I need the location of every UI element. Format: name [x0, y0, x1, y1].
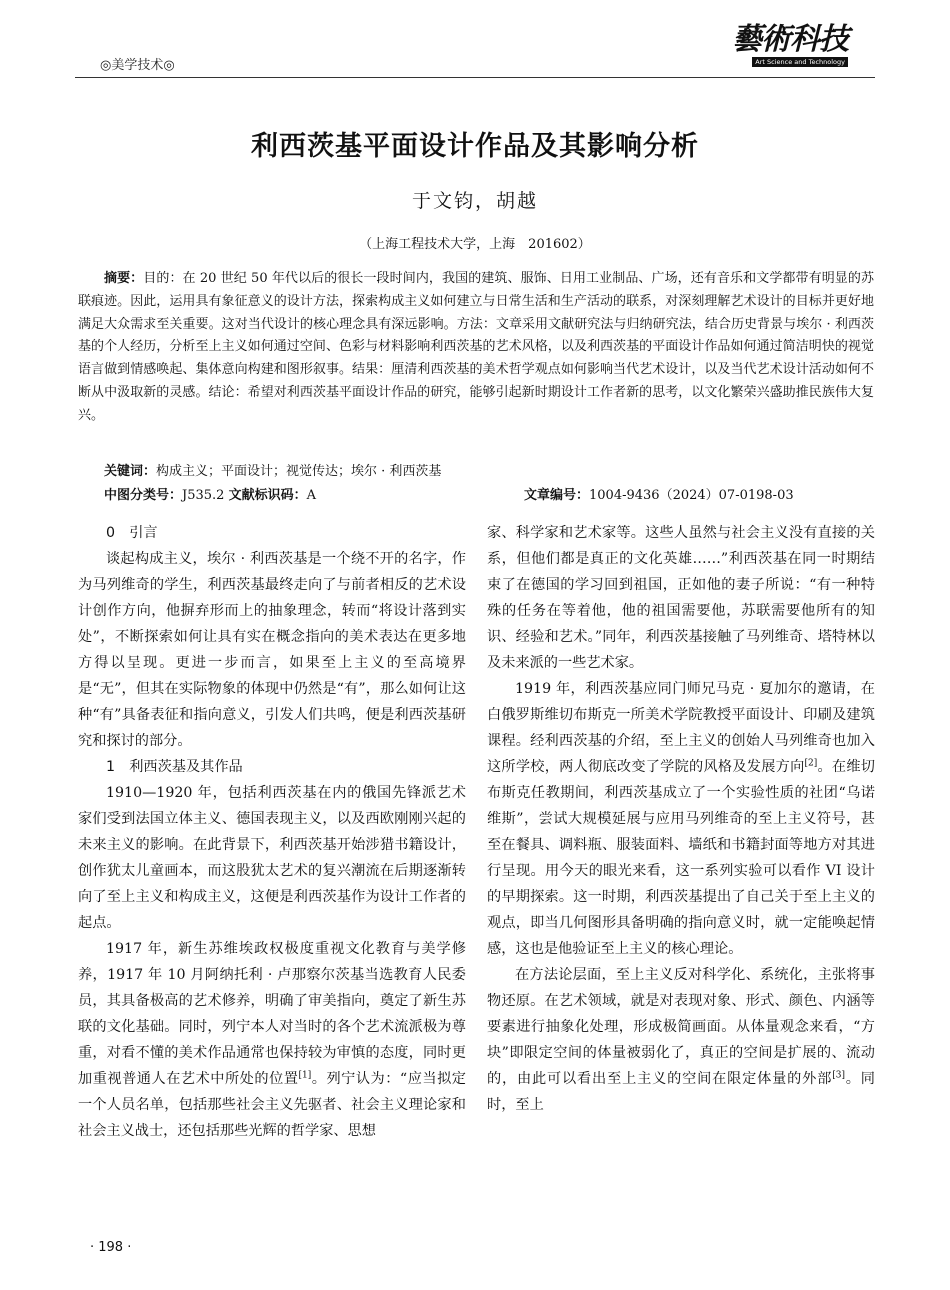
- citation-ref: [1]: [298, 1070, 312, 1081]
- article-authors: 于文钧，胡越: [411, 190, 538, 212]
- logo-subtitle: Art Science and Technology: [752, 57, 848, 67]
- paragraph-text: 。同时，至上: [487, 1071, 875, 1113]
- header-divider: [75, 77, 875, 78]
- citation-ref: [2]: [804, 758, 818, 769]
- article-number: [524, 484, 794, 503]
- clc-label: 中图分类号：: [104, 488, 183, 503]
- keywords-label: 关键词：: [104, 464, 157, 479]
- section-heading-works: 1 利西茨基及其作品: [106, 759, 243, 775]
- body-column-right: [487, 520, 875, 1118]
- doc-code-label: 文献标识码：: [228, 488, 307, 503]
- section-heading-intro: 0 引言: [106, 525, 158, 541]
- keywords-text: 构成主义；平面设计；视觉传达；埃尔 · 利西茨基: [156, 464, 442, 479]
- abstract-text: 目的：在 20 世纪 50 年代以后的很长一段时间内，我国的建筑、服饰、日用工业制品、广场，还有音乐和文学都带有明显的苏联痕迹。因此，运用具有象征意义的设计方法，探索构成主义如何建立与日常生活和生产活动的联系，对深刻理解艺术设计的目标并更好地满足大众需求至关重要。这对当代设计的核心理念具有深远影响。方法：文章采用文献研究法与归纳研究法，结合历史背景与埃尔 · 利西茨基的个人经历，分析至上主义如何通过空间、色彩与材料影响利西茨基的艺术风格，以及利西茨基的平面设计作品如何通过简洁明快的视觉语言做到情感唤起、集体意向构建和图形叙事。结果：厘清利西茨基的美术哲学观点如何影响当代艺术设计，以及当代艺术设计活动如何不断从中汲取新的灵感。结论：希望对利西茨基平面设计作品的研究，能够引起新时期设计工作者新的思考，以文化繁荣兴盛助推民族伟大复兴。: [78, 271, 874, 423]
- paragraph: 家、科学家和艺术家等。这些人虽然与社会主义没有直接的关系，但他们都是真正的文化英雄……”利西茨基在同一时期结束了在德国的学习回到祖国，正如他的妻子所说：“有一种特殊的任务在等着他，他的祖国需要他，苏联需要他所有的知识、经验和艺术。”同年，利西茨基接触了马列维奇、塔特林以及未来派的一些艺术家。: [487, 525, 875, 671]
- paragraph: [487, 962, 875, 1118]
- paragraph-text: 。在维切布斯克任教期间，利西茨基成立了一个实验性质的社团“乌诺维斯”，尝试大规模延展与应用马列维奇的至上主义符号，甚至在餐具、调料瓶、服装面料、墙纸和书籍封面等地方对其进行呈现。用今天的眼光来看，这一系列实验可以看作 VI 设计的早期探索。这一时期，利西茨基提出了自己关于至上主义的观点，即当几何图形具备明确的指向意义时，就一定能唤起情感，这也是他验证至上主义的核心理论。: [487, 759, 875, 957]
- clc-value: J535.2: [182, 488, 225, 503]
- journal-logo: [724, 22, 848, 72]
- classification: [104, 484, 316, 503]
- paragraph-text: 1917 年，新生苏维埃政权极度重视文化教育与美学修养，1917 年 10 月阿纳托利 · 卢那察尔茨基当选教育人民委员，其具备极高的艺术修养，明确了审美指向，奠定了新生苏联的文化基础。同时，列宁本人对当时的各个艺术流派极为尊重，对看不懂的美术作品通常也保持较为审慎的态度，同时更加重视普通人在艺术中所处的位置: [78, 941, 466, 1087]
- article-affiliation: （上海工程技术大学，上海 201602）: [359, 237, 591, 252]
- article-number-value: 1004-9436（2024）07-0198-03: [589, 488, 794, 503]
- paragraph-text: 在方法论层面，至上主义反对科学化、系统化，主张将事物还原。在艺术领域，就是对表现对象、形式、颜色、内涵等要素进行抽象化处理，形成极简画面。从体量观念来看，“方块”即限定空间的体量被弱化了，真正的空间是扩展的、流动的，由此可以看出至上主义的空间在限定体量的外部: [487, 967, 875, 1087]
- article-title: 利西茨基平面设计作品及其影响分析: [251, 131, 699, 162]
- paragraph: [78, 936, 466, 1144]
- paragraph: 谈起构成主义，埃尔 · 利西茨基是一个绕不开的名字，作为马列维奇的学生，利西茨基最终走向了与前者相反的艺术设计创作方向，他摒弃形而上的抽象理念，转而“将设计落到实处”，不断探索如何让具有实在概念指向的美术表达在更多地方得以呈现。更进一步而言，如果至上主义的至高境界是“无”，但其在实际物象的体现中仍然是“有”，那么如何让这种“有”具备表征和指向意义，引发人们共鸣，便是利西茨基研究和探讨的部分。: [78, 551, 466, 749]
- citation-ref: [3]: [832, 1070, 845, 1081]
- section-label: ◎美学技术◎: [100, 58, 175, 73]
- abstract: [78, 268, 874, 428]
- paragraph: 1910—1920 年，包括利西茨基在内的俄国先锋派艺术家们受到法国立体主义、德国表现主义，以及西欧刚刚兴起的未来主义的影响。在此背景下，利西茨基开始涉猎书籍设计，创作犹太儿童画本，而这股犹太艺术的复兴潮流在后期逐渐转向了至上主义和构成主义，这便是利西茨基作为设计工作者的起点。: [78, 785, 466, 931]
- paragraph: [487, 676, 875, 962]
- abstract-label: 摘要：: [104, 271, 144, 286]
- paragraph-text: 1919 年，利西茨基应同门师兄马克 · 夏加尔的邀请，在白俄罗斯维切布斯克一所美术学院教授平面设计、印刷及建筑课程。经利西茨基的介绍，至上主义的创始人马列维奇也加入这所学校，两人彻底改变了学院的风格及发展方向: [487, 681, 875, 775]
- paragraph-text: 。列宁认为：“应当拟定一个人员名单，包括那些社会主义先驱者、社会主义理论家和社会主义战士，还包括那些光辉的哲学家、思想: [78, 1071, 466, 1139]
- body-column-left: [78, 520, 466, 1144]
- keywords: [104, 460, 441, 479]
- logo-text: 藝術科技: [732, 22, 848, 57]
- article-number-label: 文章编号：: [524, 488, 590, 503]
- page-number: · 198 ·: [90, 1240, 132, 1255]
- doc-code-value: A: [306, 488, 316, 503]
